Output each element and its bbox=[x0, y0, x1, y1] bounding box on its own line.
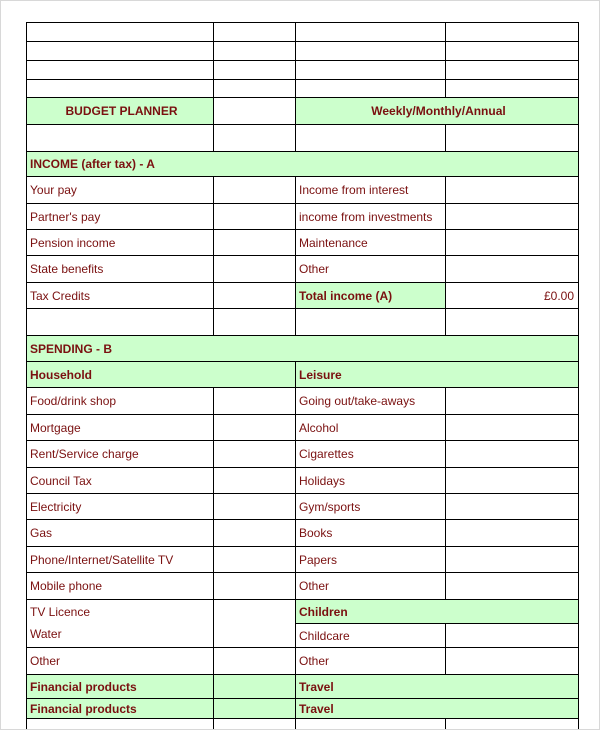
income-header[interactable]: INCOME (after tax) - A bbox=[26, 151, 579, 176]
cell[interactable] bbox=[445, 718, 579, 730]
value-cell[interactable] bbox=[213, 440, 295, 467]
income-item[interactable]: Other bbox=[295, 255, 445, 282]
total-income-label[interactable]: Total income (A) bbox=[295, 282, 445, 308]
income-item[interactable]: Partner's pay bbox=[26, 203, 213, 229]
table-row bbox=[26, 493, 579, 519]
table-row bbox=[26, 546, 579, 572]
value-cell[interactable] bbox=[213, 414, 295, 440]
subsection-header-row bbox=[26, 361, 579, 387]
value-cell[interactable] bbox=[445, 546, 579, 572]
cell[interactable] bbox=[213, 698, 295, 718]
value-cell[interactable] bbox=[445, 647, 579, 674]
children-item[interactable]: Childcare bbox=[295, 623, 445, 647]
income-item[interactable]: Tax Credits bbox=[26, 282, 213, 308]
value-cell[interactable] bbox=[213, 519, 295, 546]
cell[interactable] bbox=[295, 124, 445, 151]
cell[interactable] bbox=[445, 60, 579, 79]
cell[interactable] bbox=[26, 308, 213, 335]
cell[interactable] bbox=[295, 22, 445, 41]
children-item[interactable]: Other bbox=[295, 647, 445, 674]
household-item[interactable]: Electricity bbox=[26, 493, 213, 519]
household-item[interactable]: Mobile phone bbox=[26, 572, 213, 599]
value-cell[interactable] bbox=[213, 467, 295, 493]
table-row bbox=[26, 572, 579, 599]
table-row bbox=[26, 308, 579, 335]
cell[interactable] bbox=[213, 97, 295, 124]
cell[interactable] bbox=[295, 79, 445, 97]
table-row bbox=[26, 229, 579, 255]
cell[interactable] bbox=[26, 22, 213, 41]
cell[interactable] bbox=[26, 124, 213, 151]
cell[interactable] bbox=[26, 718, 213, 730]
cell[interactable] bbox=[213, 60, 295, 79]
value-cell[interactable] bbox=[213, 546, 295, 572]
cell[interactable] bbox=[26, 79, 213, 97]
cell[interactable] bbox=[445, 308, 579, 335]
household-item-block bbox=[26, 599, 213, 647]
table-row bbox=[26, 282, 579, 308]
table-row bbox=[26, 647, 579, 674]
leisure-item[interactable]: Alcohol bbox=[295, 414, 445, 440]
cell[interactable] bbox=[445, 79, 579, 97]
household-item[interactable]: Rent/Service charge bbox=[26, 440, 213, 467]
household-item[interactable]: Food/drink shop bbox=[26, 387, 213, 414]
value-cell[interactable] bbox=[445, 493, 579, 519]
subsection-header-row bbox=[26, 698, 579, 718]
period-label[interactable]: Weekly/Monthly/Annual bbox=[295, 97, 579, 124]
value-cell[interactable] bbox=[445, 203, 579, 229]
table-row bbox=[26, 22, 579, 41]
table-row bbox=[26, 41, 579, 60]
household-header[interactable]: Household bbox=[26, 361, 295, 387]
section-header-income bbox=[26, 151, 579, 176]
budget-table bbox=[26, 0, 580, 730]
cell[interactable] bbox=[445, 41, 579, 60]
household-item[interactable]: TV Licence bbox=[30, 605, 91, 619]
value-cell[interactable] bbox=[445, 572, 579, 599]
cell[interactable] bbox=[295, 41, 445, 60]
table-row bbox=[26, 255, 579, 282]
leisure-item[interactable]: Cigarettes bbox=[295, 440, 445, 467]
value-cell[interactable] bbox=[213, 255, 295, 282]
cell[interactable] bbox=[213, 718, 295, 730]
value-cell[interactable] bbox=[445, 519, 579, 546]
cell[interactable] bbox=[213, 674, 295, 698]
value-cell[interactable] bbox=[445, 176, 579, 203]
value-cell[interactable] bbox=[213, 387, 295, 414]
cell[interactable] bbox=[26, 41, 213, 60]
value-cell[interactable] bbox=[213, 599, 295, 647]
cell[interactable] bbox=[26, 60, 213, 79]
table-row bbox=[26, 467, 579, 493]
financial-products-header-2[interactable]: Financial products bbox=[26, 698, 213, 718]
income-item[interactable]: Pension income bbox=[26, 229, 213, 255]
value-cell[interactable] bbox=[213, 176, 295, 203]
value-cell[interactable] bbox=[445, 387, 579, 414]
value-cell[interactable] bbox=[213, 647, 295, 674]
value-cell[interactable] bbox=[213, 229, 295, 255]
table-row bbox=[26, 718, 579, 730]
value-cell[interactable] bbox=[213, 282, 295, 308]
value-cell[interactable] bbox=[445, 255, 579, 282]
household-item[interactable]: Other bbox=[26, 647, 213, 674]
income-item[interactable]: Your pay bbox=[26, 176, 213, 203]
table-row bbox=[26, 60, 579, 79]
table-row bbox=[26, 387, 579, 414]
travel-header[interactable]: Travel bbox=[295, 674, 579, 698]
value-cell[interactable] bbox=[213, 493, 295, 519]
household-item[interactable]: Water bbox=[30, 627, 62, 641]
value-cell[interactable] bbox=[213, 203, 295, 229]
table-row bbox=[26, 414, 579, 440]
table-row bbox=[26, 124, 579, 151]
total-income-value[interactable]: £0.00 bbox=[445, 282, 579, 308]
table-row bbox=[26, 79, 579, 97]
household-item[interactable]: Gas bbox=[26, 519, 213, 546]
table-row bbox=[26, 599, 579, 647]
page-title[interactable]: BUDGET PLANNER bbox=[26, 97, 213, 124]
cell[interactable] bbox=[213, 22, 295, 41]
cell[interactable] bbox=[445, 22, 579, 41]
section-header-spending bbox=[26, 335, 579, 361]
children-header[interactable]: Children bbox=[295, 599, 579, 623]
leisure-item[interactable]: Papers bbox=[295, 546, 445, 572]
cell[interactable] bbox=[213, 41, 295, 60]
leisure-item[interactable]: Other bbox=[295, 572, 445, 599]
leisure-item[interactable]: Going out/take-aways bbox=[295, 387, 445, 414]
leisure-item[interactable]: Holidays bbox=[295, 467, 445, 493]
cell[interactable] bbox=[295, 718, 445, 730]
financial-products-header[interactable]: Financial products bbox=[26, 674, 213, 698]
table-row bbox=[26, 519, 579, 546]
spending-header[interactable]: SPENDING - B bbox=[26, 335, 579, 361]
household-item[interactable]: Phone/Internet/Satellite TV bbox=[26, 546, 213, 572]
value-cell[interactable] bbox=[445, 440, 579, 467]
value-cell[interactable] bbox=[445, 229, 579, 255]
table-row bbox=[26, 176, 579, 203]
cell[interactable] bbox=[213, 308, 295, 335]
income-item[interactable]: Maintenance bbox=[295, 229, 445, 255]
value-cell[interactable] bbox=[445, 414, 579, 440]
table-row bbox=[26, 440, 579, 467]
value-cell[interactable] bbox=[213, 572, 295, 599]
household-item[interactable]: Council Tax bbox=[26, 467, 213, 493]
income-item[interactable]: Income from interest bbox=[295, 176, 445, 203]
table-row bbox=[26, 203, 579, 229]
cell[interactable] bbox=[213, 124, 295, 151]
leisure-item[interactable]: Gym/sports bbox=[295, 493, 445, 519]
subsection-header-row bbox=[26, 674, 579, 698]
leisure-header[interactable]: Leisure bbox=[295, 361, 579, 387]
cell[interactable] bbox=[295, 60, 445, 79]
value-cell[interactable] bbox=[445, 467, 579, 493]
cell[interactable] bbox=[445, 124, 579, 151]
value-cell[interactable] bbox=[445, 623, 579, 647]
household-item[interactable]: Mortgage bbox=[26, 414, 213, 440]
income-item[interactable]: income from investments bbox=[295, 203, 445, 229]
income-item[interactable]: State benefits bbox=[26, 255, 213, 282]
cell[interactable] bbox=[295, 308, 445, 335]
cell[interactable] bbox=[213, 79, 295, 97]
leisure-item[interactable]: Books bbox=[295, 519, 445, 546]
title-row bbox=[26, 97, 579, 124]
travel-header-2[interactable]: Travel bbox=[295, 698, 579, 718]
